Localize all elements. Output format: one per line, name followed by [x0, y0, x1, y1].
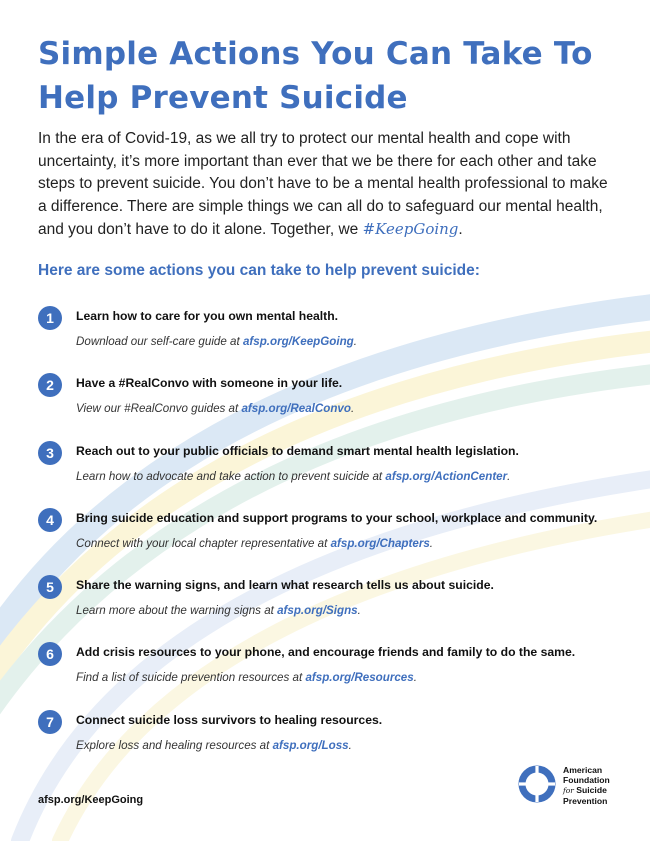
afsp-logo — [517, 764, 627, 806]
action-title: Reach out to your public officials to demand smart mental health legislation. — [76, 443, 519, 458]
action-number-badge: 1 — [38, 306, 62, 330]
action-item-2 — [38, 373, 638, 440]
action-detail-end: . — [353, 335, 357, 348]
action-detail-text: Connect with your local chapter representative at — [76, 536, 328, 550]
action-item-5 — [38, 575, 638, 642]
action-detail — [76, 470, 510, 483]
keepgoing-hashtag: #KeepGoing — [362, 220, 459, 238]
action-detail — [76, 537, 433, 550]
logo-for: for — [563, 786, 574, 795]
action-detail-end: . — [413, 671, 417, 685]
logo-word: Suicide — [576, 785, 607, 795]
action-detail-text: Learn how to advocate and take action to prevent suicide at — [76, 469, 383, 483]
action-detail-text: Explore loss and healing resources at — [76, 738, 270, 752]
action-link[interactable]: afsp.org/ActionCenter — [385, 469, 508, 483]
action-detail-end: . — [348, 738, 352, 752]
action-list — [38, 306, 638, 777]
action-link[interactable]: afsp.org/RealConvo — [241, 402, 351, 416]
logo-line — [563, 785, 610, 796]
action-link[interactable]: afsp.org/Loss — [272, 738, 349, 752]
logo-line: American — [563, 765, 603, 775]
action-title: Learn how to care for you own mental health. — [76, 309, 339, 323]
action-number-badge: 6 — [38, 642, 62, 666]
footer-url[interactable]: afsp.org/KeepGoing — [38, 794, 144, 806]
action-link[interactable]: afsp.org/KeepGoing — [242, 335, 354, 348]
action-detail — [76, 604, 361, 617]
action-link[interactable]: afsp.org/Signs — [277, 604, 358, 618]
action-item-3 — [38, 441, 638, 508]
logo-line: Prevention — [563, 796, 608, 806]
action-title: Share the warning signs, and learn what research tells us about suicide. — [76, 578, 494, 593]
action-link[interactable]: afsp.org/Chapters — [330, 536, 430, 550]
action-link[interactable]: afsp.org/Resources — [305, 671, 414, 685]
intro-paragraph — [38, 128, 618, 242]
action-number-badge: 5 — [38, 575, 62, 599]
action-title: Bring suicide education and support programs to your school, workplace and community. — [76, 510, 598, 525]
action-detail-text: Download our self-care guide at — [76, 335, 240, 348]
actions-subheading: Here are some actions you can take to help prevent suicide: — [38, 262, 480, 279]
action-detail — [76, 335, 357, 348]
action-detail-end: . — [507, 469, 511, 483]
action-detail-text: Learn more about the warning signs at — [76, 604, 274, 618]
action-detail — [76, 671, 417, 684]
action-detail-end: . — [357, 604, 361, 618]
action-number-badge: 7 — [38, 710, 62, 734]
action-item-4 — [38, 508, 638, 575]
life-ring-icon — [517, 764, 557, 804]
action-detail — [76, 739, 352, 752]
logo-line: Foundation — [563, 775, 610, 785]
action-detail — [76, 402, 354, 415]
action-detail-text: Find a list of suicide prevention resources at — [76, 671, 303, 685]
intro-end: . — [458, 221, 463, 238]
action-number-badge: 2 — [38, 373, 62, 397]
page-title: Simple Actions You Can Take To Help Prevent Suicide — [38, 36, 593, 116]
action-title: Connect suicide loss survivors to healing resources. — [76, 712, 383, 727]
action-detail-end: . — [429, 536, 434, 550]
action-item-6 — [38, 642, 638, 709]
action-title: Have a #RealConvo with someone in your life. — [76, 376, 343, 391]
action-title: Add crisis resources to your phone, and encourage friends and family to do the same. — [76, 645, 576, 660]
action-detail-end: . — [350, 402, 355, 416]
action-number-badge: 4 — [38, 508, 62, 532]
intro-text: In the era of Covid-19, as we all try to protect our mental health and cope with uncertainty, it’s more important than ever that we be there for each other and take steps to prevent suicide. You don’t have to be a mental health professional to make a difference. There are simple things we can all do to safeguard our mental health, and you don’t have to do it alone. Together, we — [38, 130, 608, 238]
action-detail-text: View our #RealConvo guides at — [76, 402, 239, 416]
action-item-1 — [38, 306, 638, 373]
logo-text — [563, 765, 610, 806]
action-number-badge: 3 — [38, 441, 62, 465]
